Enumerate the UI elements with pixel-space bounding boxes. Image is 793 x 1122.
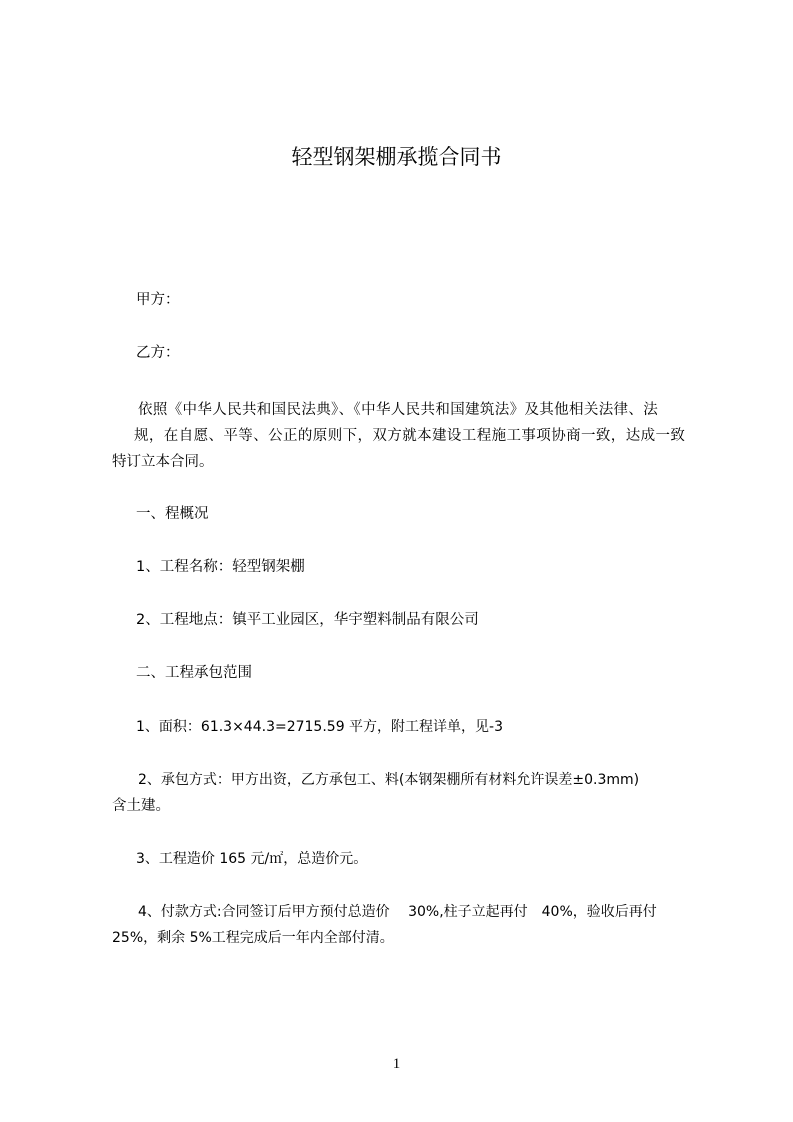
intro-line: 特订立本合同。 xyxy=(112,454,214,470)
clause: 含土建。 xyxy=(112,798,170,814)
clause: 2、工程地点：镇平工业园区，华宇塑料制品有限公司 xyxy=(136,612,479,628)
clause: 4、付款方式:合同签订后甲方预付总造价 30%,柱子立起再付 40%，验收后再付 xyxy=(138,904,657,920)
document-title: 轻型钢架棚承揽合同书 xyxy=(291,145,502,169)
section-heading: 二、工程承包范围 xyxy=(136,665,252,681)
clause: 1、工程名称：轻型钢架棚 xyxy=(136,559,305,575)
page-number: 1 xyxy=(392,1056,401,1072)
clause: 3、工程造价 165 元/㎡，总造价元。 xyxy=(136,851,368,867)
intro-line: 规，在自愿、平等、公正的原则下，双方就本建设工程施工事项协商一致，达成一致 xyxy=(134,428,686,444)
clause: 2、承包方式：甲方出资，乙方承包工、料(本钢架棚所有材料允许误差±0.3mm) xyxy=(138,772,640,788)
intro-line: 依照《中华人民共和国民法典》、《中华人民共和国建筑法》及其他相关法律、法 xyxy=(138,402,659,418)
section-heading: 一、程概况 xyxy=(136,506,209,522)
clause: 1、面积：61.3×44.3=2715.59 平方，附工程详单，见-3 xyxy=(136,719,504,735)
party-b-label: 乙方： xyxy=(136,345,180,361)
clause: 25%，剩余 5%工程完成后一年内全部付清。 xyxy=(112,930,394,946)
party-a-label: 甲方： xyxy=(136,292,180,308)
